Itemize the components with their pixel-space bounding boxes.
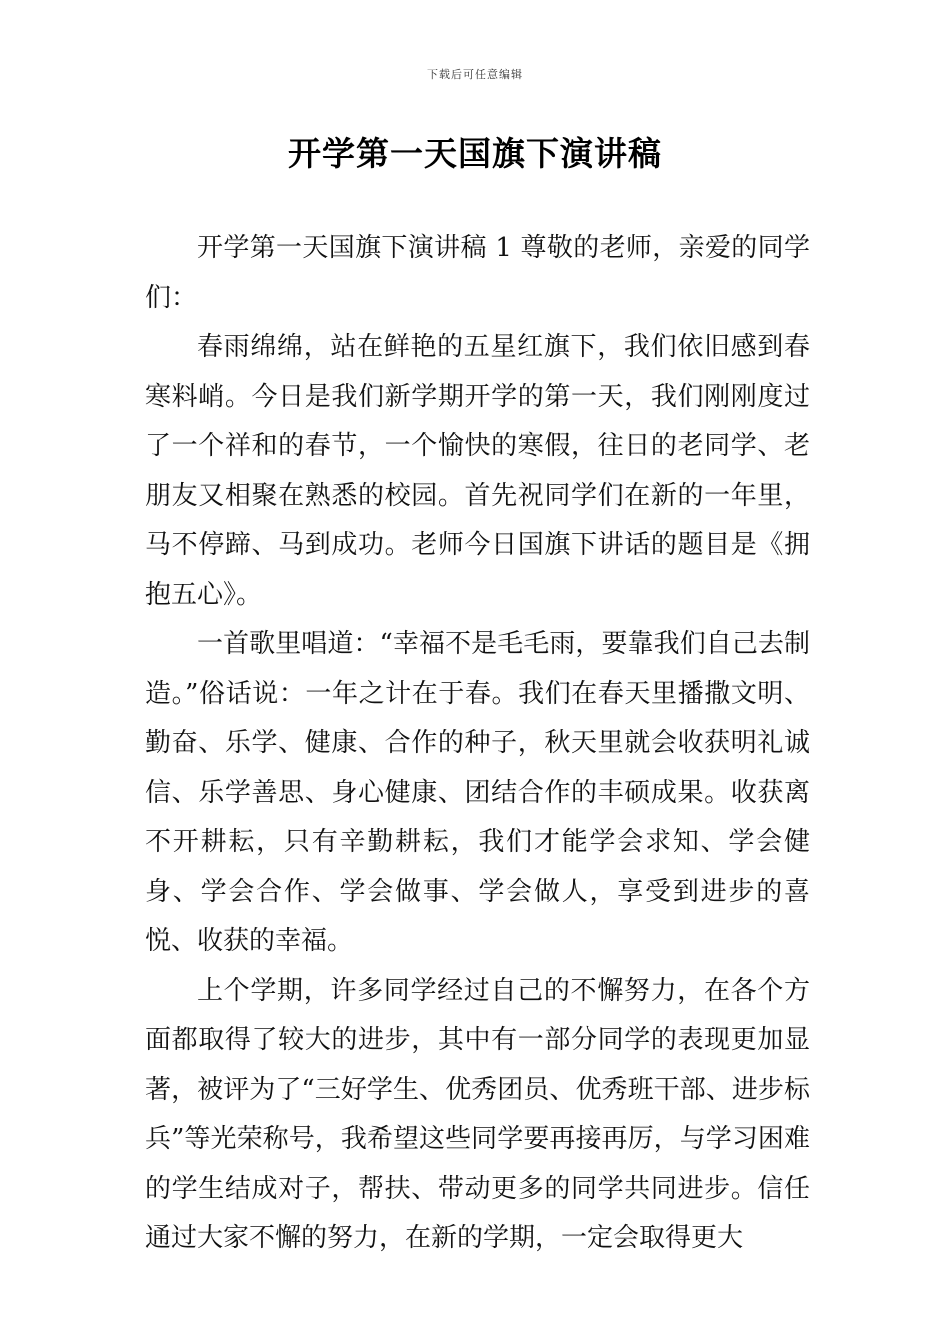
paragraph-last-semester: 上个学期，许多同学经过自己的不懈努力，在各个方面都取得了较大的进步，其中有一部分同学的表现更加显著，被评为了“三好学生、优秀团员、优秀班干部、进步标兵”等光荣称号，我希望这些同学要再接再厉，与学习困难的学生结成对子，帮扶、带动更多的同学共同进步。信任通过大家不懈的努力，在新的学期，一定会取得更大	[145, 975, 810, 1253]
document-title: 开学第一天国旗下演讲稿	[288, 134, 662, 173]
header-note: 下载后可任意编辑	[427, 68, 523, 81]
paragraph-greeting: 开学第一天国旗下演讲稿 1 尊敬的老师，亲爱的同学们：	[145, 233, 810, 313]
paragraph-opening: 春雨绵绵，站在鲜艳的五星红旗下，我们依旧感到春寒料峭。今日是我们新学期开学的第一天，我们刚刚度过了一个祥和的春节，一个愉快的寒假，往日的老同学、老朋友又相聚在熟悉的校园。首先祝同学们在新的一年里，马不停蹄、马到成功。老师今日国旗下讲话的题目是《拥抱五心》。	[145, 332, 810, 610]
document-body	[145, 224, 810, 1264]
paragraph-song: 一首歌里唱道：“幸福不是毛毛雨，要靠我们自己去制造。”俗话说：一年之计在于春。我们在春天里播撒文明、勤奋、乐学、健康、合作的种子，秋天里就会收获明礼诚信、乐学善思、身心健康、团结合作的丰硕成果。收获离不开耕耘，只有辛勤耕耘，我们才能学会求知、学会健身、学会合作、学会做事、学会做人，享受到进步的喜悦、收获的幸福。	[145, 629, 810, 956]
